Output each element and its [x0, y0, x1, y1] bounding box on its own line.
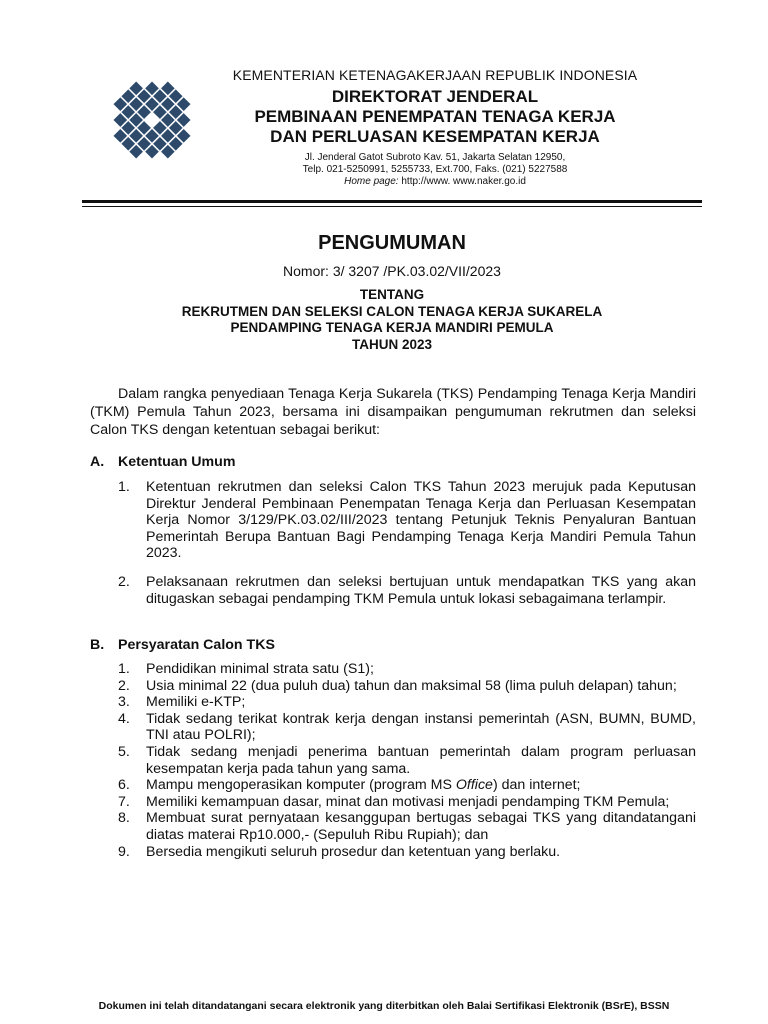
- list-item-text: Tidak sedang menjadi penerima bantuan pemerintah dalam program perluasan kesempatan kerja pada tahun yang sama.: [146, 743, 696, 777]
- section-a-letter: A.: [90, 454, 105, 470]
- list-item-number: 2.: [118, 677, 130, 694]
- list-item-text: Pendidikan minimal strata satu (S1);: [146, 661, 374, 677]
- list-item-text: Pelaksanaan rekrutmen dan seleksi bertujuan untuk mendapatkan TKS yang akan ditugaskan sebagai pendamping TKM Pemula untuk lokasi sebagaimana terlampir.: [146, 573, 696, 607]
- homepage-line: [205, 176, 665, 187]
- ministry-logo-icon: [102, 68, 202, 172]
- address-line-1: Jl. Jenderal Gatot Subroto Kav. 51, Jakarta Selatan 12950,: [304, 152, 566, 163]
- list-item-text: Memiliki kemampuan dasar, minat dan motivasi menjadi pendamping TKM Pemula;: [146, 793, 670, 810]
- list-item: [118, 574, 696, 607]
- list-item-number: 5.: [118, 743, 130, 760]
- subject-line-3: TAHUN 2023: [351, 337, 433, 352]
- subject-line-1: REKRUTMEN DAN SELEKSI CALON TENAGA KERJA SUKARELA: [181, 304, 603, 319]
- list-item: [118, 678, 696, 695]
- list-item-number: 7.: [118, 793, 130, 810]
- section-b-list: [118, 661, 696, 860]
- list-item-number: 1.: [118, 661, 130, 677]
- list-item: [118, 777, 696, 794]
- list-item-number: 2.: [118, 573, 130, 590]
- letterhead-rule-thick: [82, 200, 702, 203]
- list-item-text: Bersedia mengikuti seluruh prosedur dan ketentuan yang berlaku.: [146, 843, 561, 860]
- list-item: [118, 711, 696, 744]
- intro-paragraph: Dalam rangka penyediaan Tenaga Kerja Sukarela (TKS) Pendamping Tenaga Kerja Mandiri (TKM) Pemula Tahun 2023, bersama ini disampaikan pengumuman rekrutmen dan seleksi Calon TKS dengan ketentuan sebagai berikut:: [90, 386, 696, 438]
- section-a-title: Ketentuan Umum: [118, 454, 236, 470]
- list-item: [118, 744, 696, 777]
- list-item: [118, 794, 696, 811]
- list-item-number: 6.: [118, 777, 130, 794]
- ministry-name: KEMENTERIAN KETENAGAKERJAAN REPUBLIK INDONESIA: [232, 67, 638, 83]
- list-item: [118, 810, 696, 843]
- list-item-text: Membuat surat pernyataan kesanggupan bertugas sebagai TKS yang ditandatangani diatas materai Rp10.000,- (Sepuluh Ribu Rupiah); dan: [146, 810, 696, 843]
- e-signature-footer: Dokumen ini telah ditandatangani secara elektronik yang diterbitkan oleh Balai Sertifikasi Elektronik (BSrE), BSSN: [98, 1000, 670, 1012]
- subject-line-2: PENDAMPING TENAGA KERJA MANDIRI PEMULA: [230, 320, 554, 335]
- section-a-heading: [90, 454, 235, 470]
- list-item-text: Ketentuan rekrutmen dan seleksi Calon TKS Tahun 2023 merujuk pada Keputusan Direktur Jenderal Pembinaan Penempatan Tenaga Kerja dan Perluasan Kesempatan Kerja Nomor 3/129/PK.03.02/III/2023 tentang Petunjuk Teknis Penyaluran Bantuan Pemerintah Berupa Bantuan Bagi Pendamping Tenaga Kerja Mandiri Pemula Tahun 2023.: [146, 479, 696, 562]
- list-item-number: 1.: [118, 479, 130, 495]
- list-item: [118, 694, 696, 711]
- section-b-heading: [90, 637, 275, 653]
- list-item-text: Memiliki e-KTP;: [146, 694, 246, 711]
- document-number: Nomor: 3/ 3207 /PK.03.02/VII/2023: [283, 263, 501, 279]
- letterhead-rule-thin: [82, 206, 702, 207]
- tentang-label: TENTANG: [359, 287, 425, 302]
- homepage-label: Home page:: [344, 176, 399, 187]
- list-item-text: Usia minimal 22 (dua puluh dua) tahun dan maksimal 58 (lima puluh delapan) tahun;: [146, 677, 677, 694]
- list-item-number: 8.: [118, 810, 130, 827]
- section-b-letter: B.: [90, 637, 105, 653]
- list-item-number: 4.: [118, 710, 130, 727]
- directorate-line-3: DAN PERLUASAN KESEMPATAN KERJA: [270, 127, 600, 146]
- list-item-number: 9.: [118, 843, 130, 860]
- list-item: [118, 661, 696, 678]
- list-item-text: Tidak sedang terikat kontrak kerja dengan instansi pemerintah (ASN, BUMN, BUMD, TNI atau POLRI);: [146, 710, 696, 744]
- list-item: [118, 844, 696, 861]
- section-b-title: Persyaratan Calon TKS: [118, 637, 275, 653]
- address-line-2: Telp. 021-5250991, 5255733, Ext.700, Faks. (021) 5227588: [302, 164, 568, 175]
- homepage-url: http://www. www.naker.go.id: [398, 176, 526, 187]
- directorate-title: DIREKTORAT JENDERAL: [331, 87, 539, 106]
- section-a-list: [118, 479, 696, 619]
- directorate-line-2: PEMBINAAN PENEMPATAN TENAGA KERJA: [254, 107, 616, 126]
- announcement-title: PENGUMUMAN: [318, 232, 466, 254]
- list-item-number: 3.: [118, 694, 130, 711]
- list-item-text: Mampu mengoperasikan komputer (program MS Office) dan internet;: [146, 777, 581, 794]
- list-item: [118, 479, 696, 562]
